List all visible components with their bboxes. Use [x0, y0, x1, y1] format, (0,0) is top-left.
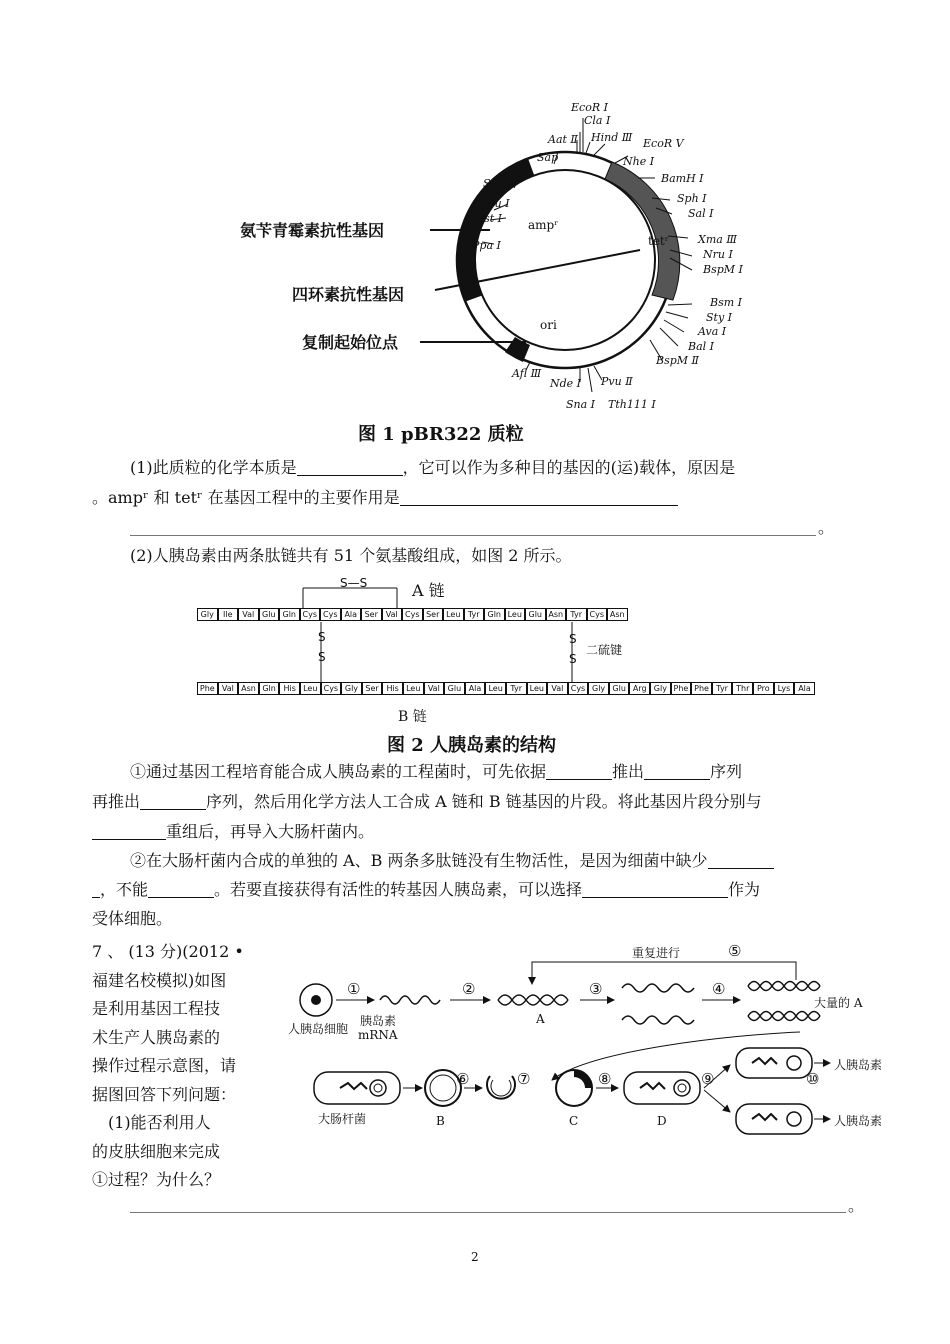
- q7-sub-line: 的皮肤细胞来完成: [92, 1141, 221, 1161]
- tet-inner-label: tetʳ: [648, 234, 669, 248]
- answer-blank[interactable]: [400, 489, 678, 506]
- q2-intro: (2)人胰岛素由两条肽链共有 51 个氨基酸组成，如图 2 所示。: [130, 546, 572, 565]
- answer-blank[interactable]: [546, 763, 612, 780]
- amino-acid: Gln: [259, 682, 280, 695]
- mrna-label-2: mRNA: [358, 1028, 398, 1042]
- site-label: Aat Ⅱ: [548, 133, 578, 146]
- q2-1-text-e: 序列，然后用化学方法人工合成 A 链和 B 链基因的片段。将此基因片段分别与: [206, 792, 762, 811]
- b-label: B: [436, 1114, 445, 1128]
- step-marker: ①: [347, 980, 361, 998]
- site-label: EcoR Ⅰ: [571, 101, 608, 114]
- c-label: C: [569, 1114, 579, 1128]
- step-marker: ②: [462, 980, 476, 998]
- q2-1-text-c: 序列: [710, 762, 743, 781]
- q7-sub-line: ①过程？为什么？: [92, 1170, 221, 1189]
- amino-acid: Leu: [485, 682, 506, 695]
- figure1-caption: 图 1 pBR322 质粒: [358, 424, 524, 445]
- amino-acid: Gly: [197, 608, 218, 621]
- q7-line: 据图回答下列问题：: [92, 1084, 237, 1104]
- q7-sub-line: (1)能否利用人: [108, 1113, 211, 1132]
- amino-acid: His: [382, 682, 403, 695]
- q1-line2: [92, 488, 678, 508]
- answer-blank[interactable]: [297, 459, 403, 476]
- ori-inner-label: ori: [540, 318, 557, 332]
- amino-acid: Cys: [587, 608, 608, 621]
- site-label: Afl Ⅲ: [512, 367, 542, 380]
- site-label: Bsm Ⅰ: [710, 296, 743, 309]
- q2-2-line3: 受体细胞。: [92, 909, 173, 928]
- answer-blank[interactable]: [644, 763, 710, 780]
- amp-gene-label: 氨苄青霉素抗性基因: [240, 221, 385, 240]
- amino-acid: Phe: [691, 682, 712, 695]
- site-label: Sph Ⅰ: [677, 192, 707, 205]
- answer-blank[interactable]: [582, 881, 728, 898]
- q2-2-text-d: 作为: [728, 880, 761, 899]
- site-label: Ava Ⅰ: [698, 325, 727, 338]
- site-label: BamH Ⅰ: [661, 172, 704, 185]
- amino-acid: Cys: [402, 608, 423, 621]
- amino-acid: Cys: [320, 608, 341, 621]
- disulfide-bond-label: 二硫键: [586, 643, 623, 657]
- d-label: D: [657, 1114, 667, 1128]
- answer-blank[interactable]: [140, 793, 206, 810]
- amino-acid: Glu: [609, 682, 630, 695]
- site-label: Cla Ⅰ: [584, 114, 611, 127]
- repeat-label: 重复进行: [632, 946, 681, 960]
- q1-line1: [130, 458, 735, 478]
- answer-blank[interactable]: [92, 823, 166, 840]
- q7-line: 术生产人胰岛素的: [92, 1027, 221, 1047]
- site-label: BspM Ⅱ: [656, 354, 700, 367]
- a-label: A: [536, 1012, 545, 1026]
- figure2-caption: 图 2 人胰岛素的结构: [387, 735, 557, 756]
- amino-acid: Thr: [732, 682, 753, 695]
- islet-cell-label: 人胰岛细胞: [288, 1022, 349, 1036]
- amino-acid: Ile: [218, 608, 239, 621]
- amino-acid: Val: [218, 682, 239, 695]
- site-label: Hind Ⅲ: [591, 131, 633, 144]
- step-marker: ⑦: [517, 1070, 531, 1088]
- amino-acid: Glu: [259, 608, 280, 621]
- amino-acid: Phe: [197, 682, 218, 695]
- q1-text-a: (1)此质粒的化学本质是: [130, 458, 297, 477]
- q2-2-line2: [92, 880, 760, 900]
- amino-acid: Gly: [588, 682, 609, 695]
- site-label: EcoR Ⅴ: [643, 137, 684, 150]
- site-label: Xma Ⅲ: [698, 233, 737, 246]
- ecoli-label: 大肠杆菌: [318, 1112, 367, 1126]
- answer-line[interactable]: [130, 535, 816, 536]
- amino-acid: Leu: [403, 682, 424, 695]
- site-label: Tth111 Ⅰ: [608, 398, 656, 411]
- amino-acid: Ser: [362, 682, 383, 695]
- step-marker: ⑨: [701, 1070, 715, 1088]
- amino-acid: Val: [382, 608, 403, 621]
- ss-atom: S: [318, 650, 326, 664]
- q7-line: 福建名校模拟)如图: [92, 970, 227, 990]
- q2-1-text-b: 推出: [612, 762, 645, 781]
- site-label: Sty Ⅰ: [706, 311, 733, 324]
- process-diagram: [290, 940, 900, 1145]
- q2-1-text-d: 再推出: [92, 792, 141, 811]
- step-marker: ③: [589, 980, 603, 998]
- chain-a: [197, 608, 628, 621]
- amino-acid: Tyr: [464, 608, 485, 621]
- amino-acid: Leu: [443, 608, 464, 621]
- amino-acid: Arg: [629, 682, 650, 695]
- answer-blank[interactable]: [148, 881, 214, 898]
- ori-pointer-line: [420, 341, 526, 343]
- site-label: Ppa Ⅰ: [472, 239, 501, 252]
- q2-1-text-a: ①通过基因工程培育能合成人胰岛素的工程菌时，可先依据: [130, 762, 547, 781]
- site-label: Pst Ⅰ: [477, 212, 503, 225]
- amino-acid: Ala: [465, 682, 486, 695]
- amp-inner-label: ampʳ: [528, 218, 559, 232]
- site-label: Nhe Ⅰ: [623, 155, 655, 168]
- ss-atom: S: [318, 630, 326, 644]
- end-mark: 。: [848, 1196, 865, 1215]
- mrna-label-1: 胰岛素: [360, 1014, 397, 1028]
- amino-acid: Lys: [774, 682, 795, 695]
- insulin-label: 人胰岛素: [834, 1058, 883, 1072]
- amino-acid: Tyr: [712, 682, 733, 695]
- step-marker: ⑩: [806, 1070, 820, 1088]
- q2-2-text-b: ，不能: [100, 880, 149, 899]
- answer-blank[interactable]: [708, 852, 774, 869]
- q7-line: 是利用基因工程技: [92, 999, 221, 1018]
- answer-line[interactable]: [130, 1212, 846, 1213]
- amino-acid: Val: [238, 608, 259, 621]
- q1-text-b: ，它可以作为多种目的基因的(运)载体，原因是: [402, 458, 736, 477]
- site-label: BspM Ⅰ: [703, 263, 743, 276]
- amino-acid: Ala: [341, 608, 362, 621]
- site-label: Sap: [537, 151, 559, 164]
- insulin-label: 人胰岛素: [834, 1114, 883, 1128]
- q7-line: 7 、 (13 分)(2012 •: [92, 942, 244, 961]
- q7-text: [92, 938, 272, 1195]
- step-marker: ⑤: [728, 942, 742, 960]
- site-label: Sal Ⅰ: [688, 207, 714, 220]
- q2-1-line1: [130, 762, 742, 782]
- amino-acid: Gln: [484, 608, 505, 621]
- amino-acid: Leu: [300, 682, 321, 695]
- q2-1-line2: [92, 792, 762, 812]
- amino-acid: Glu: [444, 682, 465, 695]
- ss-atom: S: [569, 652, 577, 666]
- amino-acid: Asn: [546, 608, 567, 621]
- amino-acid: Pro: [753, 682, 774, 695]
- amino-acid: Val: [424, 682, 445, 695]
- site-label: Pvu Ⅱ: [601, 375, 633, 388]
- amino-acid: Tyr: [506, 682, 527, 695]
- site-label: Pvu Ⅰ: [481, 197, 510, 210]
- site-label: Sna Ⅰ: [566, 398, 596, 411]
- tet-gene-label: 四环素抗性基因: [292, 285, 405, 304]
- q2-2-text-c: 。若要直接获得有活性的转基因人胰岛素，可以选择: [214, 880, 583, 899]
- amino-acid: Cys: [300, 608, 321, 621]
- amino-acid: Cys: [568, 682, 589, 695]
- amino-acid: Ser: [423, 608, 444, 621]
- step-marker: ④: [712, 980, 726, 998]
- many-a-label: 大量的 A: [814, 996, 863, 1010]
- amino-acid: Phe: [671, 682, 692, 695]
- amino-acid: Ser: [361, 608, 382, 621]
- site-label: Bal Ⅰ: [688, 340, 715, 353]
- site-label: Nde Ⅰ: [550, 377, 582, 390]
- ori-label: 复制起始位点: [302, 333, 399, 352]
- amino-acid: Cys: [321, 682, 342, 695]
- amino-acid: Asn: [607, 608, 628, 621]
- amino-acid: Gly: [341, 682, 362, 695]
- b-chain-label: B 链: [398, 709, 427, 725]
- q2-1-line3: [92, 822, 374, 842]
- amino-acid: Gly: [650, 682, 671, 695]
- a-chain-label: A 链: [412, 581, 445, 600]
- site-label: Nru Ⅰ: [703, 248, 733, 261]
- amino-acid: Val: [547, 682, 568, 695]
- site-label: Sca Ⅰ: [483, 177, 512, 190]
- amino-acid: Gln: [279, 608, 300, 621]
- step-marker: ⑥: [456, 1070, 470, 1088]
- amino-acid: Leu: [505, 608, 526, 621]
- amino-acid: Glu: [525, 608, 546, 621]
- amino-acid: Asn: [238, 682, 259, 695]
- amino-acid: Tyr: [566, 608, 587, 621]
- ss-atom: S: [569, 632, 577, 646]
- answer-blank[interactable]: [92, 881, 100, 898]
- page-number: 2: [471, 1250, 479, 1264]
- amp-pointer-line: [430, 229, 490, 231]
- chain-b: [197, 682, 815, 695]
- amino-acid: His: [279, 682, 300, 695]
- end-mark: 。: [818, 518, 835, 537]
- amino-acid: Ala: [794, 682, 815, 695]
- q7-line: 操作过程示意图，请: [92, 1056, 237, 1075]
- q2-2-text-a: ②在大肠杆菌内合成的单独的 A、B 两条多肽链没有生物活性，是因为细菌中缺少: [130, 851, 708, 870]
- q2-1-text-f: 重组后，再导入大肠杆菌内。: [166, 822, 375, 841]
- q2-2-line1: [130, 851, 774, 871]
- step-marker: ⑧: [598, 1070, 612, 1088]
- amino-acid: Leu: [527, 682, 548, 695]
- ss-top-label: S—S: [340, 576, 368, 590]
- q1-text-c: 。ampʳ 和 tetʳ 在基因工程中的主要作用是: [92, 488, 400, 507]
